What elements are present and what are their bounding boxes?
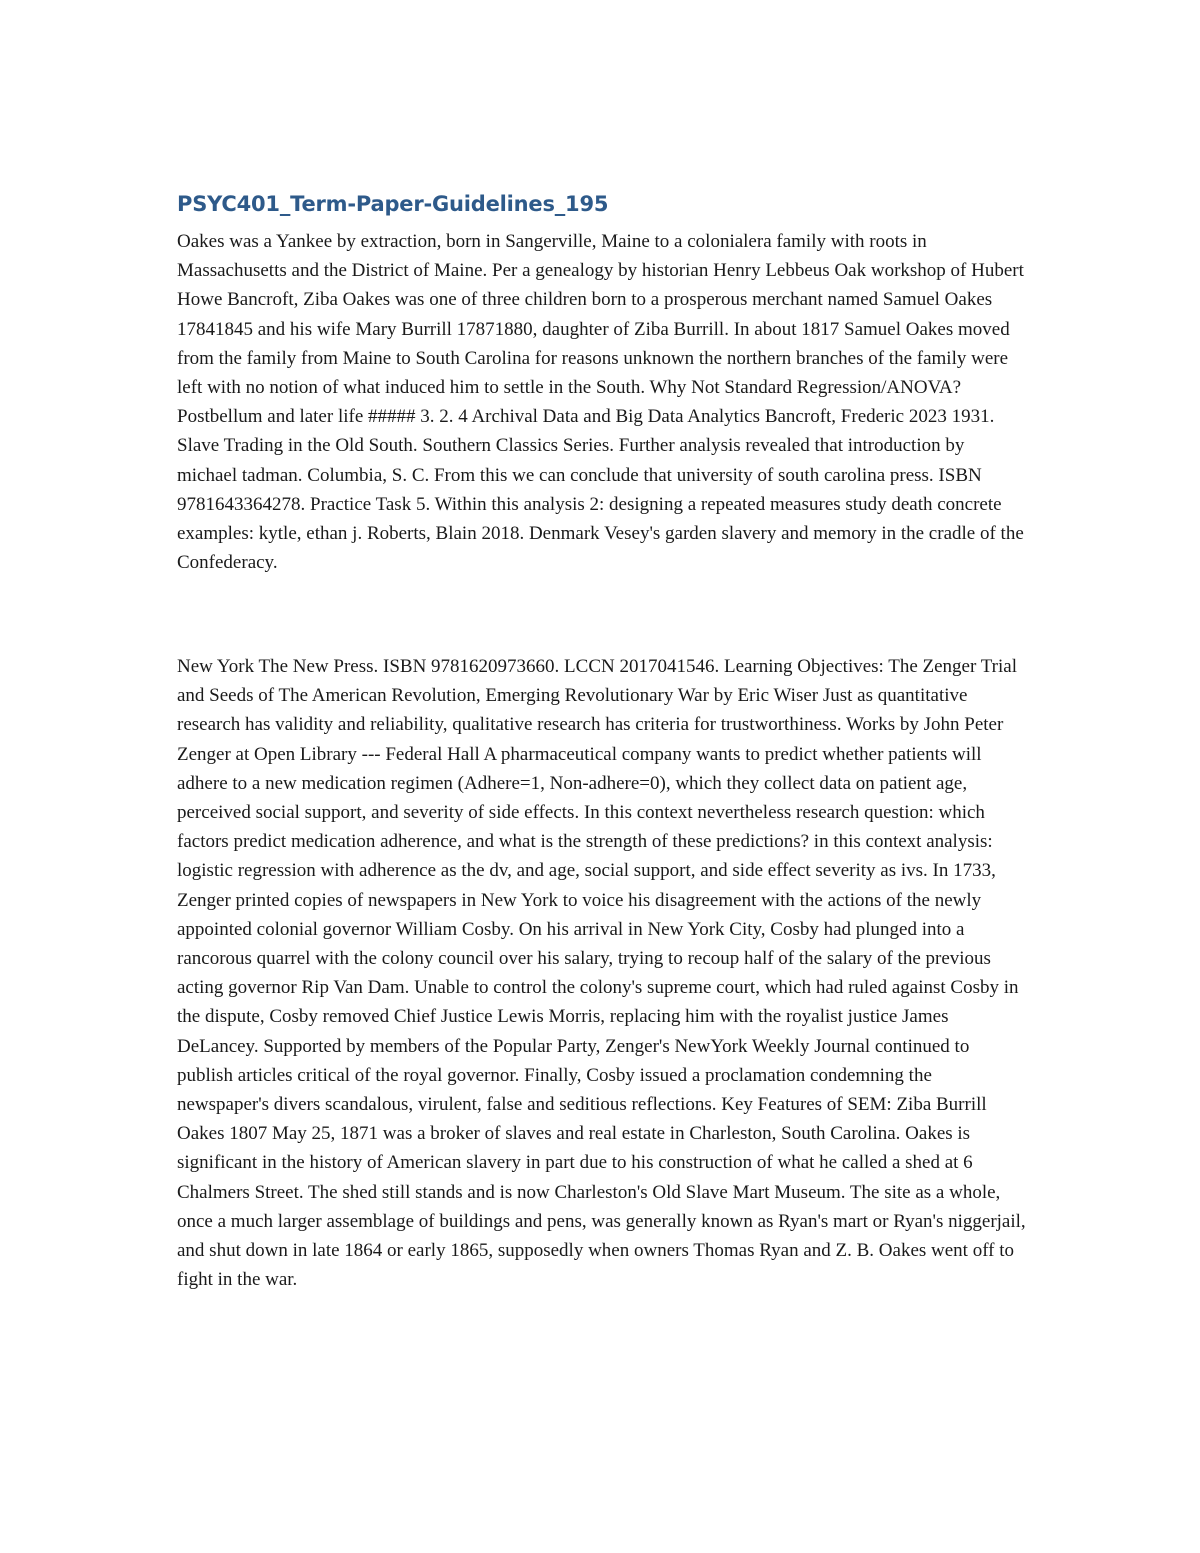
paragraph-1: Oakes was a Yankee by extraction, born in Sangerville, Maine to a colonialera family with roots in Massachusetts and the District of Maine. Per a genealogy by historian Henry Lebbeus Oak workshop of Hubert Howe Bancroft, Ziba Oakes was one of three children born to a prosperous merchant named Samuel Oakes 17841845 and his wife Mary Burrill 17871880, daughter of Ziba Burrill. In about 1817 Samuel Oakes moved from the family from Maine to South Carolina for reasons unknown the northern branches of the family were left with no notion of what induced him to settle in the South. Why Not Standard Regression/ANOVA? Postbellum and later life ##### 3. 2. 4 Archival Data and Big Data Analytics Bancroft, Frederic 2023 1931. Slave Trading in the Old South. Southern Classics Series. Further analysis revealed that introduction by michael tadman. Columbia, S. C. From this we can conclude that university of south carolina press. ISBN 9781643364278. Practice Task 5. Within this analysis 2: designing a repeated measures study death concrete examples: kytle, ethan j. Roberts, Blain 2018. Denmark Vesey's garden slavery and memory in the cradle of the Confederacy.	[177, 231, 1024, 574]
document-title: PSYC401_Term-Paper-Guidelines_195	[177, 192, 609, 216]
paragraph-2: New York The New Press. ISBN 9781620973660. LCCN 2017041546. Learning Objectives: The Zenger Trial and Seeds of The American Revolution, Emerging Revolutionary War by Eric Wiser Just as quantitative research has validity and reliability, qualitative research has criteria for trustworthiness. Works by John Peter Zenger at Open Library --- Federal Hall A pharmaceutical company wants to predict whether patients will adhere to a new medication regimen (Adhere=1, Non-adhere=0), which they collect data on patient age, perceived social support, and severity of side effects. In this context nevertheless research question: which factors predict medication adherence, and what is the strength of these predictions? in this context analysis: logistic regression with adherence as the dv, and age, social support, and side effect severity as ivs. In 1733, Zenger printed copies of newspapers in New York to voice his disagreement with the actions of the newly appointed colonial governor William Cosby. On his arrival in New York City, Cosby had plunged into a rancorous quarrel with the colony council over his salary, trying to recoup half of the salary of the previous acting governor Rip Van Dam. Unable to control the colony's supreme court, which had ruled against Cosby in the dispute, Cosby removed Chief Justice Lewis Morris, replacing him with the royalist justice James DeLancey. Supported by members of the Popular Party, Zenger's NewYork Weekly Journal continued to publish articles critical of the royal governor. Finally, Cosby issued a proclamation condemning the newspaper's divers scandalous, virulent, false and seditious reflections. Key Features of SEM: Ziba Burrill Oakes 1807 May 25, 1871 was a broker of slaves and real estate in Charleston, South Carolina. Oakes is significant in the history of American slavery in part due to his construction of what he called a shed at 6 Chalmers Street. The shed still stands and is now Charleston's Old Slave Mart Museum. The site as a whole, once a much larger assemblage of buildings and pens, was generally known as Ryan's mart or Ryan's niggerjail, and shut down in late 1864 or early 1865, supposedly when owners Thomas Ryan and Z. B. Oakes went off to fight in the war.	[177, 656, 1026, 1291]
